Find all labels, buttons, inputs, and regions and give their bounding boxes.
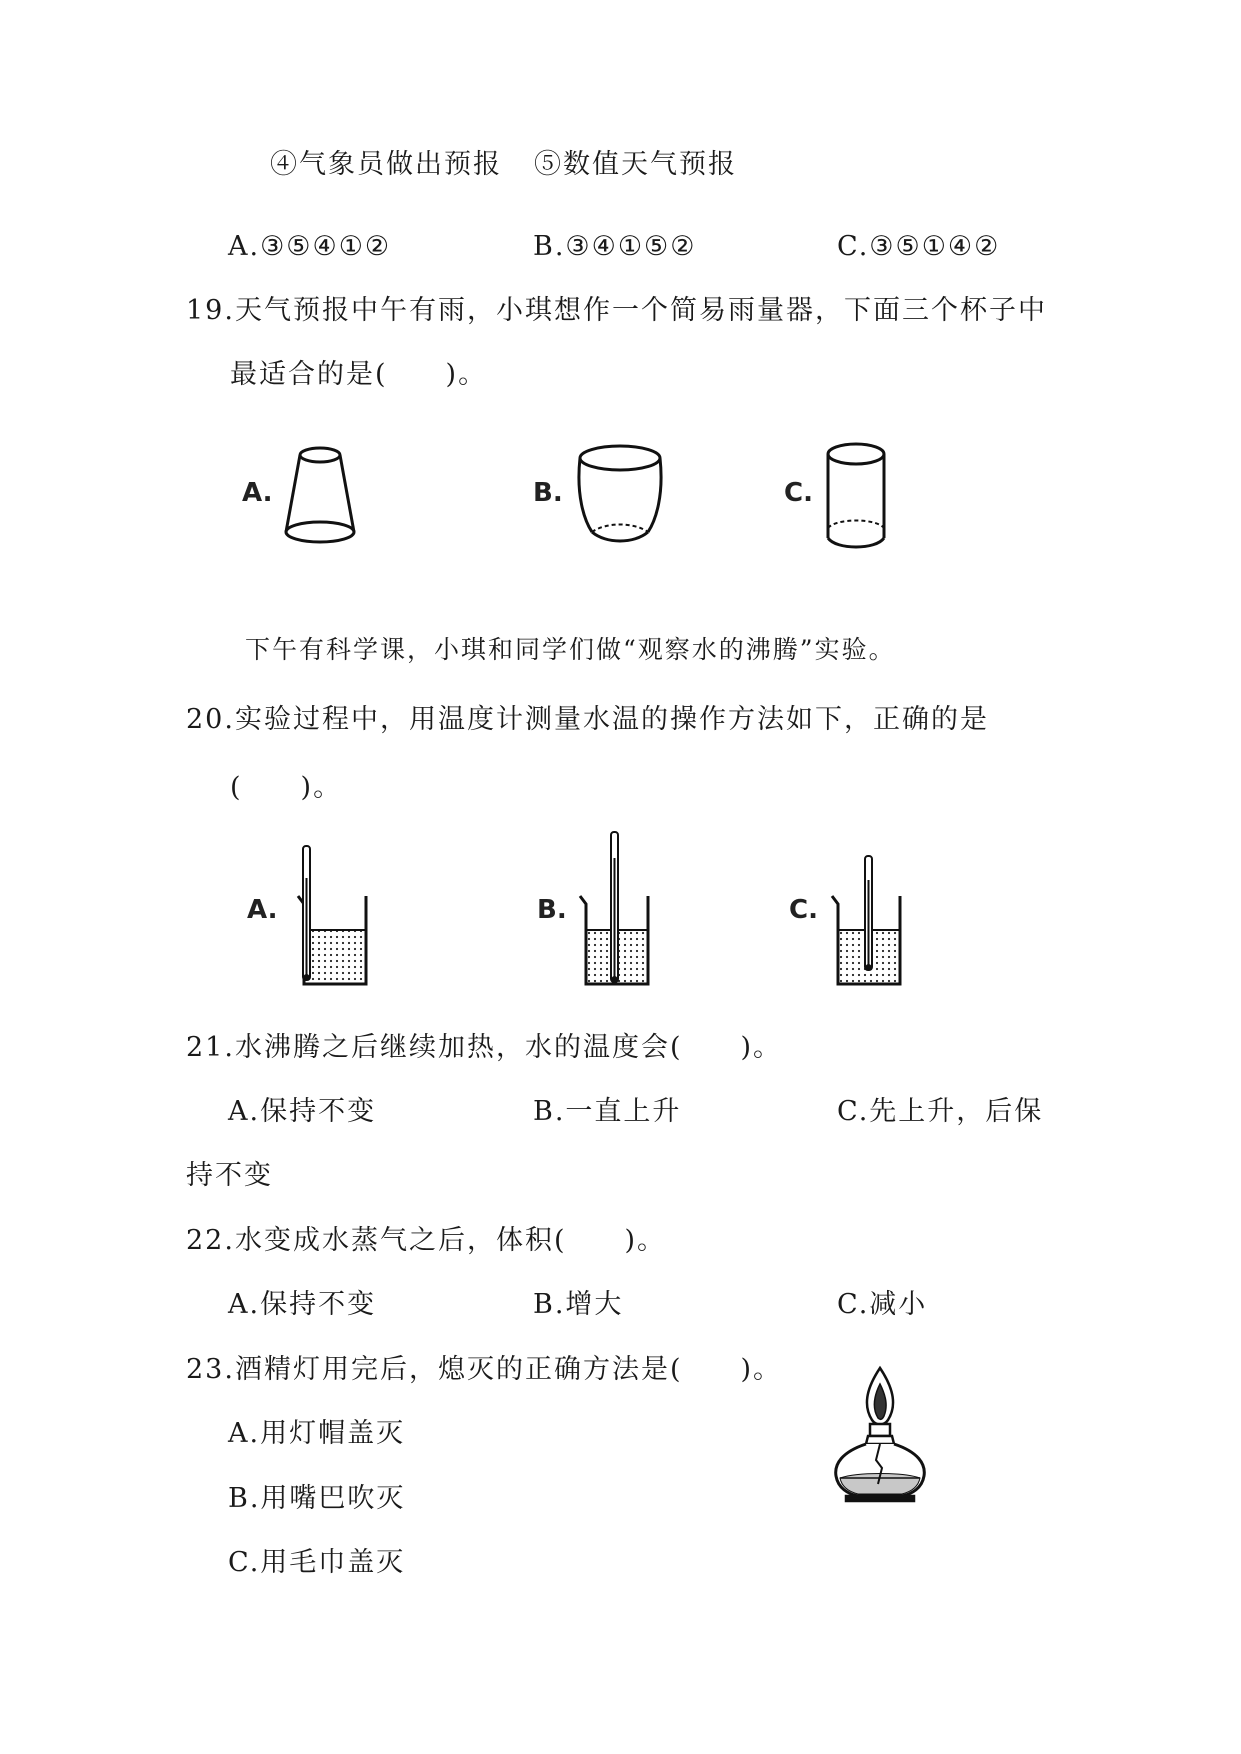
- q21-option-c[interactable]: C.先上升，后保: [837, 1096, 1044, 1127]
- cup-a-tapered-icon[interactable]: [280, 440, 360, 550]
- q21-option-c-wrap: 持不变: [186, 1160, 273, 1191]
- q23-option-b[interactable]: B.用嘴巴吹灭: [228, 1483, 406, 1514]
- q21-option-b[interactable]: B.一直上升: [533, 1096, 682, 1127]
- beaker-a-thermometer-touching-wall-icon[interactable]: [292, 838, 374, 990]
- q20-stem-line1: 20.实验过程中，用温度计测量水温的操作方法如下，正确的是: [186, 704, 989, 735]
- q21-option-a[interactable]: A.保持不变: [228, 1096, 377, 1127]
- q18-option-c[interactable]: C.③⑤①④②: [837, 231, 1001, 262]
- q19-label-b[interactable]: B.: [533, 478, 563, 508]
- q19-stem-line1: 19.天气预报中午有雨，小琪想作一个简易雨量器，下面三个杯子中: [186, 295, 1047, 326]
- q22-option-c[interactable]: C.减小: [837, 1289, 928, 1320]
- q22-option-a[interactable]: A.保持不变: [228, 1289, 377, 1320]
- q20-label-c[interactable]: C.: [789, 895, 818, 925]
- q22-stem: 22.水变成水蒸气之后，体积( )。: [186, 1225, 667, 1256]
- cup-c-cylinder-icon[interactable]: [822, 438, 890, 558]
- q19-label-c[interactable]: C.: [784, 478, 813, 508]
- q23-option-a[interactable]: A.用灯帽盖灭: [228, 1418, 406, 1449]
- q23-stem: 23.酒精灯用完后，熄灭的正确方法是( )。: [186, 1354, 783, 1385]
- q18-option-a[interactable]: A.③⑤④①②: [228, 231, 392, 262]
- q19-label-a[interactable]: A.: [242, 478, 273, 508]
- q20-stem-line2: ( )。: [230, 772, 343, 803]
- q18-item-5: ⑤数值天气预报: [534, 149, 737, 180]
- q19-stem-line2: 最适合的是( )。: [230, 359, 488, 390]
- scene-intro-text: 下午有科学课，小琪和同学们做“观察水的沸腾”实验。: [245, 635, 896, 664]
- cup-b-rounded-icon[interactable]: [570, 440, 670, 550]
- q20-label-b[interactable]: B.: [537, 895, 567, 925]
- q18-item-4: ④气象员做出预报: [270, 149, 502, 180]
- beaker-c-thermometer-centered-icon[interactable]: [826, 852, 908, 990]
- q22-option-b[interactable]: B.增大: [533, 1289, 624, 1320]
- q21-stem: 21.水沸腾之后继续加热，水的温度会( )。: [186, 1032, 783, 1063]
- q20-label-a[interactable]: A.: [247, 895, 278, 925]
- alcohol-lamp-icon: [828, 1364, 932, 1504]
- q23-option-c[interactable]: C.用毛巾盖灭: [228, 1547, 406, 1578]
- q18-option-b[interactable]: B.③④①⑤②: [533, 231, 697, 262]
- beaker-b-thermometer-touching-bottom-icon[interactable]: [574, 828, 656, 990]
